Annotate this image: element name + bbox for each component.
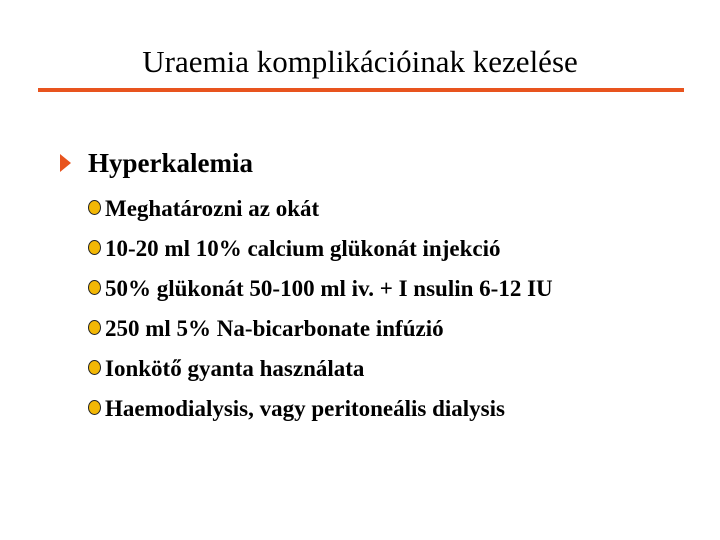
title-underline [38, 88, 684, 92]
list-item [88, 189, 553, 229]
slide-title: Uraemia komplikációinak kezelése [142, 44, 578, 79]
list-item-label: 50% glükonát 50-100 ml iv. + I nsulin 6-12 IU [105, 276, 553, 301]
list-item-label: 10-20 ml 10% calcium glükonát injekció [105, 236, 501, 261]
bullet-icon [88, 280, 101, 295]
section-heading [60, 145, 253, 181]
section-heading-label: Hyperkalemia [88, 147, 253, 178]
list-item [88, 349, 553, 389]
bullet-list [88, 189, 553, 429]
bullet-icon [88, 360, 101, 375]
list-item [88, 389, 553, 429]
list-item-label: 250 ml 5% Na-bicarbonate infúzió [105, 316, 444, 341]
list-item-label: Ionkötő gyanta használata [105, 356, 365, 381]
list-item-label: Meghatározni az okát [105, 196, 320, 221]
list-item [88, 269, 553, 309]
bullet-icon [88, 200, 101, 215]
triangle-arrow-right-icon [60, 154, 71, 172]
bullet-icon [88, 400, 101, 415]
list-item [88, 229, 553, 269]
bullet-icon [88, 240, 101, 255]
list-item-label: Haemodialysis, vagy peritoneális dialysis [105, 396, 505, 421]
list-item [88, 309, 553, 349]
bullet-icon [88, 320, 101, 335]
